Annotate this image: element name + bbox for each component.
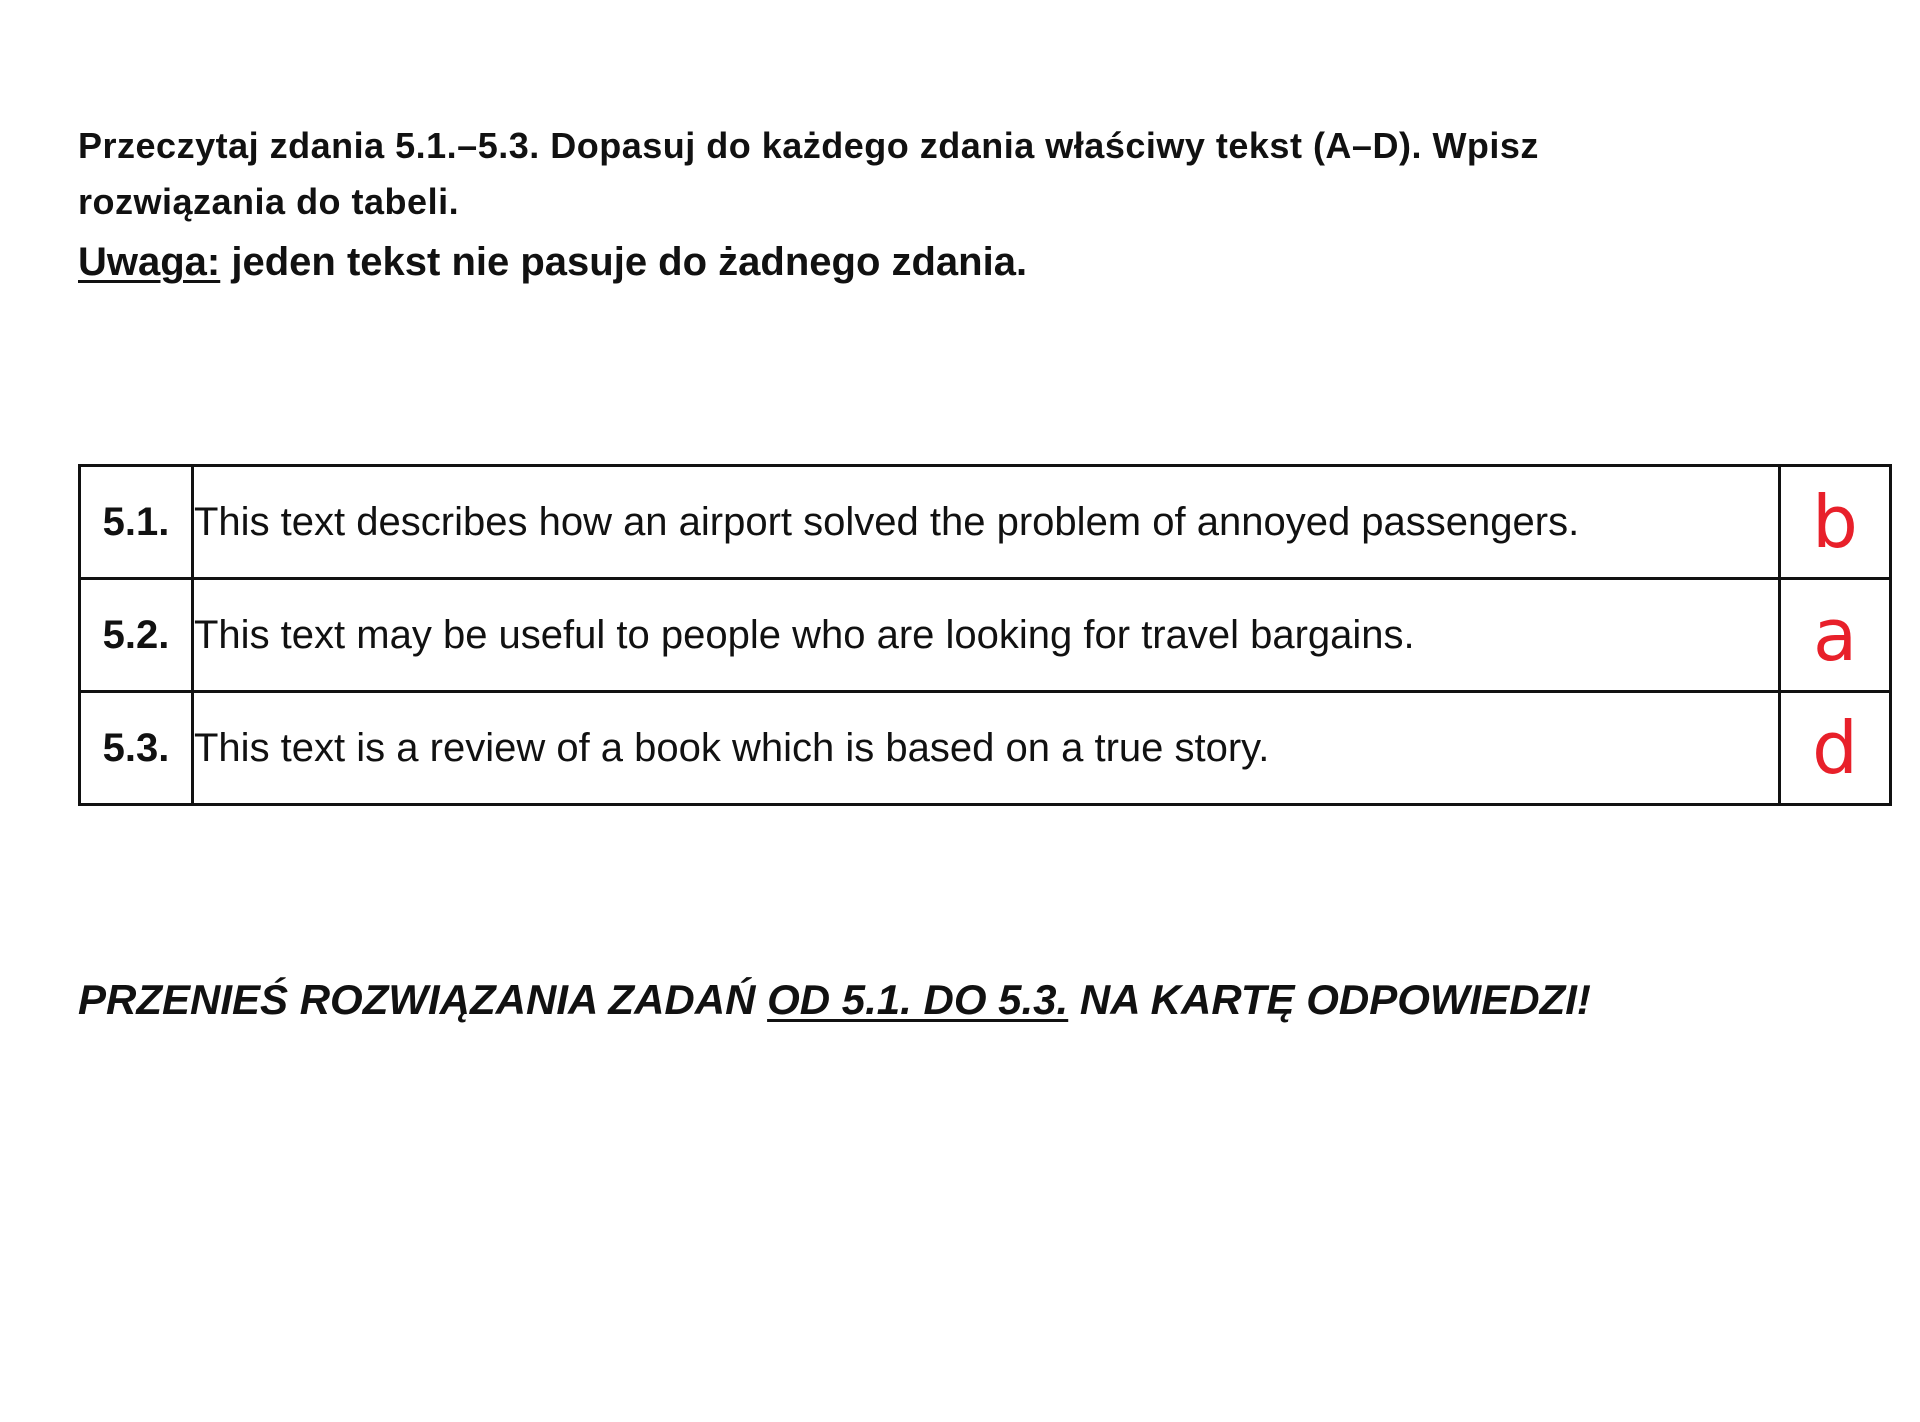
answer-cell[interactable]: b <box>1780 466 1891 579</box>
row-number: 5.1. <box>80 466 193 579</box>
row-number: 5.2. <box>80 579 193 692</box>
note <box>78 232 1858 292</box>
task-instructions <box>78 118 1858 292</box>
answer-cell[interactable]: a <box>1780 579 1891 692</box>
instruction-line-1: Przeczytaj zdania 5.1.–5.3. Dopasuj do każdego zdania właściwy tekst (A–D). Wpisz <box>78 125 1539 166</box>
note-label: Uwaga: <box>78 240 221 284</box>
row-number: 5.3. <box>80 692 193 805</box>
note-text: jeden tekst nie pasuje do żadnego zdania. <box>220 240 1028 284</box>
table-row <box>80 466 1891 579</box>
row-sentence: This text may be useful to people who are looking for travel bargains. <box>193 579 1780 692</box>
table-row <box>80 579 1891 692</box>
transfer-instruction <box>78 976 1591 1024</box>
matching-table <box>78 464 1892 806</box>
row-sentence: This text describes how an airport solved the problem of annoyed passengers. <box>193 466 1780 579</box>
transfer-text-after: NA KARTĘ ODPOWIEDZI! <box>1068 976 1591 1023</box>
transfer-range: OD 5.1. DO 5.3. <box>767 976 1069 1023</box>
row-sentence: This text is a review of a book which is based on a true story. <box>193 692 1780 805</box>
instruction-line-2: rozwiązania do tabeli. <box>78 181 460 222</box>
table-row <box>80 692 1891 805</box>
transfer-text-before: PRZENIEŚ ROZWIĄZANIA ZADAŃ <box>78 976 768 1023</box>
answer-cell[interactable]: d <box>1780 692 1891 805</box>
